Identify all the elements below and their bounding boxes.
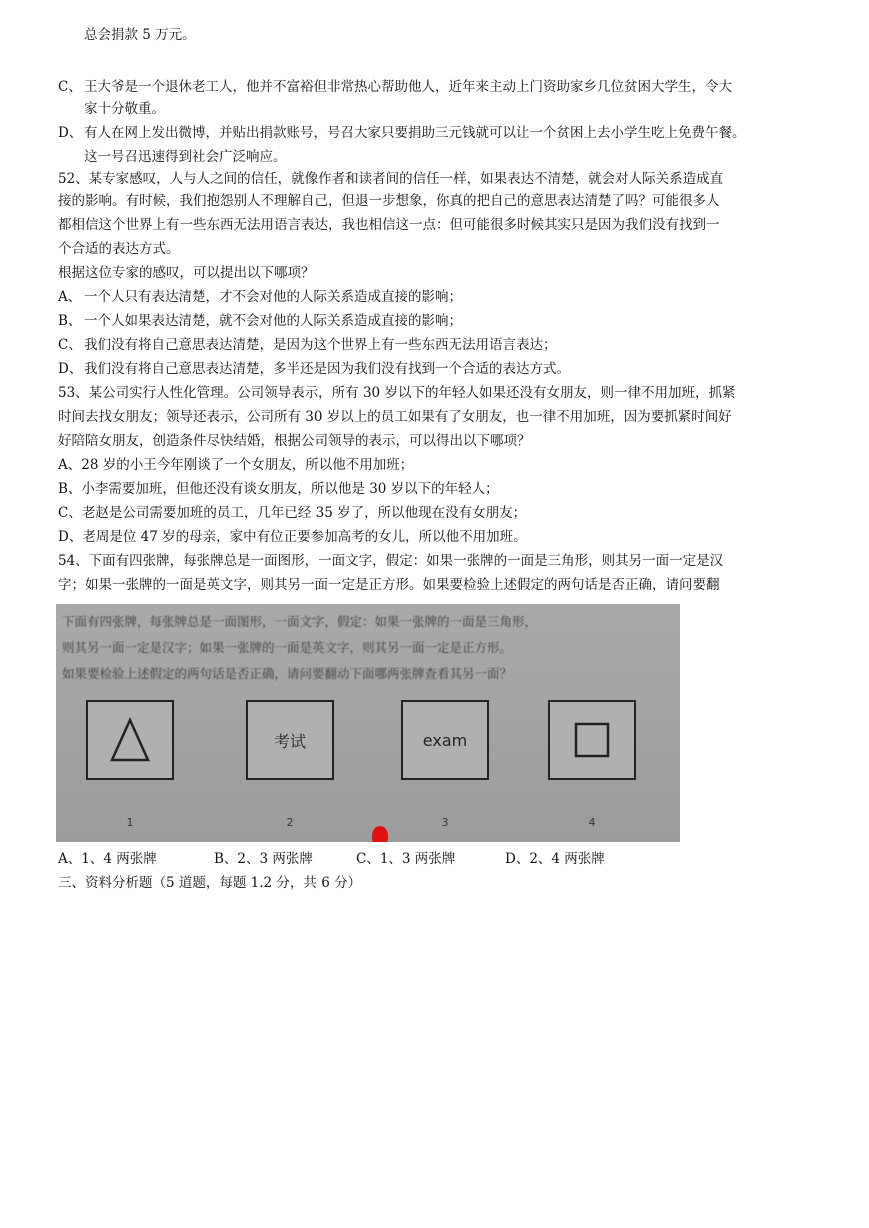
- card-number: 3: [441, 816, 449, 829]
- option-label: D、: [58, 125, 83, 141]
- card-2: [246, 700, 334, 780]
- question-54-line: 54、下面有四张牌，每张牌总是一面图形，一面文字，假定：如果一张牌的一面是三角形，则其另一面一定是汉: [58, 553, 724, 569]
- option-label: C、: [58, 79, 82, 95]
- section-heading: 三、资料分析题（5 道题，每题 1.2 分，共 6 分）: [58, 875, 362, 891]
- card-number: 4: [588, 816, 596, 829]
- answer-a: A、1、4 两张牌: [58, 851, 157, 867]
- card-face-text: exam: [422, 730, 468, 750]
- answer-b: B、2、3 两张牌: [214, 851, 313, 867]
- text-line: 字；如果一张牌的一面是英文字，则其另一面一定是正方形。如果要检验上述假定的两句话是否正确，请问要翻: [58, 577, 720, 593]
- card-1: [86, 700, 174, 780]
- card-face-text: 考试: [273, 731, 306, 751]
- figure-text-line: 则其另一面一定是汉字；如果一张牌的一面是英文字，则其另一面一定是正方形。: [62, 640, 513, 655]
- option-text: 我们没有将自己意思表达清楚，是因为这个世界上有一些东西无法用语言表达；: [84, 337, 557, 353]
- option-text: 我们没有将自己意思表达清楚，多半还是因为我们没有找到一个合适的表达方式。: [84, 361, 570, 377]
- option-label: C、: [58, 337, 82, 353]
- text-line: 个合适的表达方式。: [58, 241, 180, 257]
- question-53-line: 53、某公司实行人性化管理。公司领导表示，所有 30 岁以下的年轻人如果还没有女朋友，则一律不用加班，抓紧: [58, 385, 736, 401]
- option-c-line: [58, 334, 818, 356]
- text-line: 时间去找女朋友；领导还表示，公司所有 30 岁以上的员工如果有了女朋友，也一律不用加班，因为要抓紧时间好: [58, 409, 732, 425]
- option-text: 一个人只有表达清楚，才不会对他的人际关系造成直接的影响；: [84, 289, 462, 305]
- card-number: 2: [286, 816, 294, 829]
- triangle-icon: [108, 716, 152, 764]
- card-3: [401, 700, 489, 780]
- question-prompt: 根据这位专家的感叹，可以提出以下哪项？: [58, 265, 315, 281]
- option-label: D、: [58, 361, 83, 377]
- option-label: B、: [58, 313, 82, 329]
- square-icon: [572, 720, 612, 760]
- text-line: 这一号召迅速得到社会广泛响应。: [84, 149, 287, 165]
- option-text: 王大爷是一个退休老工人，他并不富裕但非常热心帮助他人，近年来主动上门资助家乡几位贫困大学生，令大: [84, 79, 732, 95]
- card-4: [548, 700, 636, 780]
- answer-c: C、1、3 两张牌: [356, 851, 456, 867]
- option-a-line: [58, 286, 818, 308]
- option-d-line: [58, 358, 818, 380]
- option-a-line: A、28 岁的小王今年刚谈了一个女朋友，所以他不用加班；: [58, 457, 414, 473]
- text-line: 都相信这个世界上有一些东西无法用语言表达，我也相信这一点：但可能很多时候其实只是因为我们没有找到一: [58, 217, 720, 233]
- red-mark: [372, 826, 388, 842]
- option-d-line: D、老周是位 47 岁的母亲，家中有位正要参加高考的女儿，所以他不用加班。: [58, 529, 527, 545]
- text-line: 接的影响。有时候，我们抱怨别人不理解自己，但退一步想象，你真的把自己的意思表达清楚了吗？可能很多人: [58, 193, 720, 209]
- question-52-line: 52、某专家感叹，人与人之间的信任，就像作者和读者间的信任一样，如果表达不清楚，就会对人际关系造成直: [58, 171, 724, 187]
- card-number: 1: [126, 816, 134, 829]
- option-c-line: C、老赵是公司需要加班的员工，几年已经 35 岁了，所以他现在没有女朋友；: [58, 505, 527, 521]
- text-line: 总会捐款 5 万元。: [84, 27, 196, 43]
- option-b-line: [58, 310, 818, 332]
- option-c-line: [58, 76, 818, 98]
- option-text: 有人在网上发出微博，并贴出捐款账号，号召大家只要捐助三元钱就可以让一个贫困上去小学生吃上免费午餐。: [84, 125, 746, 141]
- text-line: 好陪陪女朋友，创造条件尽快结婚，根据公司领导的表示，可以得出以下哪项？: [58, 433, 531, 449]
- option-b-line: B、小李需要加班，但他还没有谈女朋友，所以他是 30 岁以下的年轻人；: [58, 481, 499, 497]
- figure-text-line: 如果要检验上述假定的两句话是否正确，请问要翻动下面哪两张牌查看其另一面？: [62, 666, 513, 681]
- figure-text-line: 下面有四张牌，每张牌总是一面图形，一面文字，假定：如果一张牌的一面是三角形，: [62, 614, 538, 629]
- option-label: A、: [58, 289, 82, 305]
- answer-d: D、2、4 两张牌: [505, 851, 605, 867]
- option-text: 一个人如果表达清楚，就不会对他的人际关系造成直接的影响；: [84, 313, 462, 329]
- option-d-line: [58, 122, 818, 144]
- scanned-figure: [56, 604, 680, 842]
- text-line: 家十分敬重。: [84, 101, 165, 117]
